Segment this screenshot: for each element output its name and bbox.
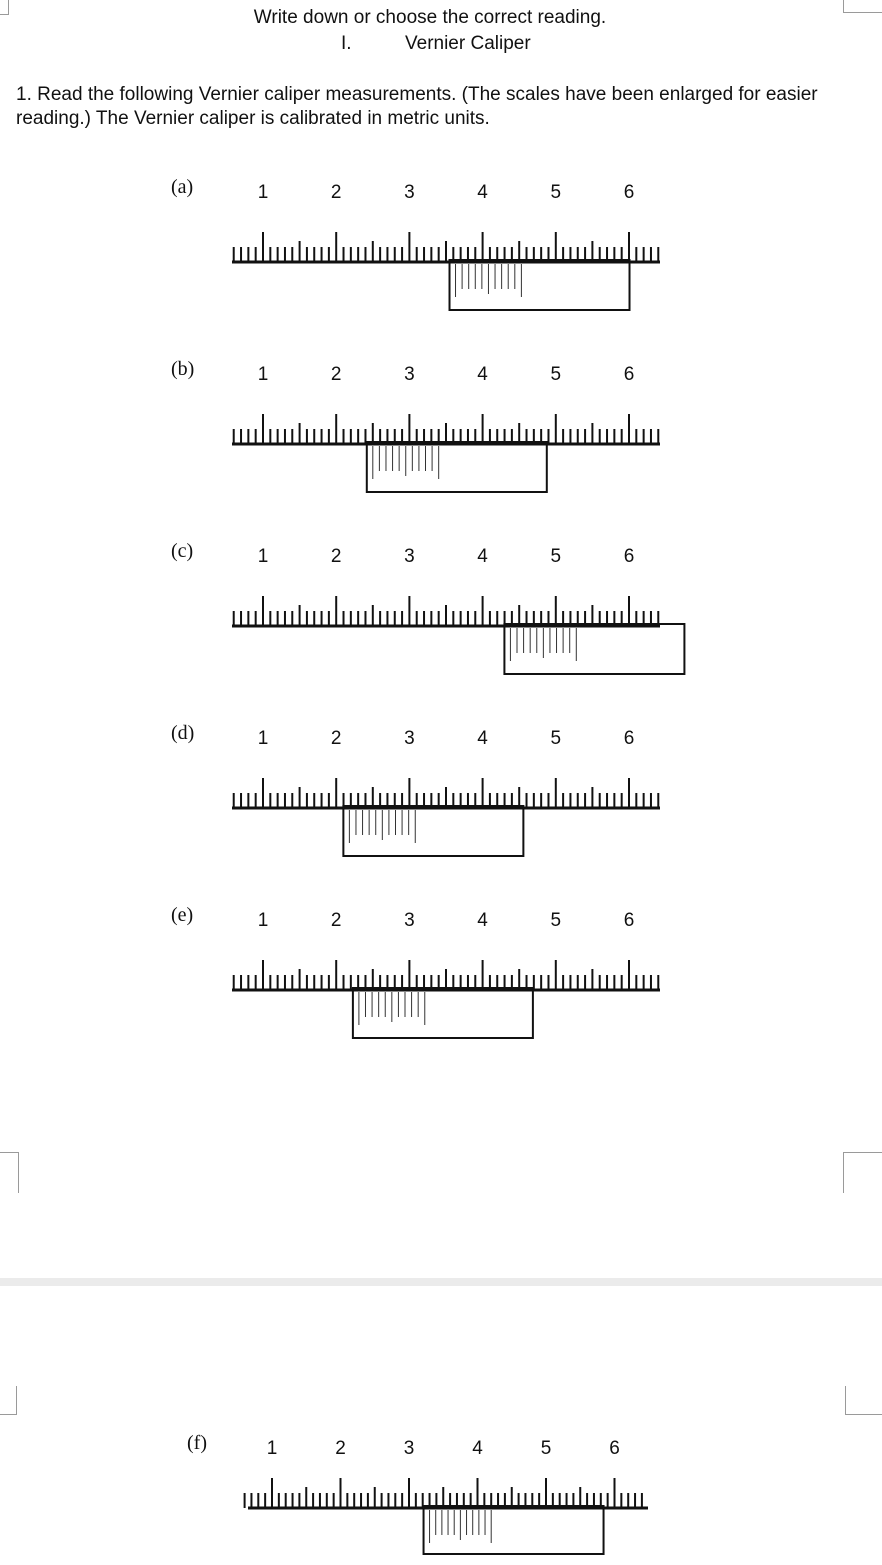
question-text: 1. Read the following Vernier caliper measurements. (The scales have been enlarged for easier reading.) The Vernier caliper is calibrated in metric units. xyxy=(16,84,818,129)
page-corner-mark xyxy=(843,1152,882,1193)
main-scale-label: 1 xyxy=(257,910,269,931)
vernier-part xyxy=(0,1432,882,1565)
main-scale-label: 2 xyxy=(330,546,342,567)
main-scale-label: 4 xyxy=(472,1438,483,1459)
main-scale-label: 5 xyxy=(550,910,562,931)
main-scale-label: 1 xyxy=(257,728,269,749)
vernier-plate xyxy=(424,1506,604,1554)
vernier-part xyxy=(0,904,882,1054)
main-scale-label: 4 xyxy=(477,364,488,385)
main-scale-label: 2 xyxy=(330,182,342,203)
section-heading xyxy=(341,33,531,55)
part-label: (c) xyxy=(171,540,194,562)
page-2 xyxy=(0,1286,882,1565)
vernier-plate xyxy=(353,988,533,1038)
main-scale-label: 1 xyxy=(257,364,269,385)
vernier-plate xyxy=(450,260,630,310)
main-scale-label: 5 xyxy=(550,364,562,385)
page-corner-mark xyxy=(0,1152,19,1193)
main-scale-label: 1 xyxy=(266,1438,278,1459)
main-scale-label: 4 xyxy=(477,728,488,749)
main-scale-label: 3 xyxy=(403,1438,415,1459)
main-scale-label: 6 xyxy=(623,364,635,385)
section-title: Vernier Caliper xyxy=(405,33,531,54)
main-scale-label: 6 xyxy=(623,910,635,931)
main-scale-label: 4 xyxy=(477,910,488,931)
section-number: I. xyxy=(341,33,352,54)
page-corner-mark xyxy=(0,1386,17,1415)
main-scale-label: 3 xyxy=(404,910,415,931)
vernier-plate xyxy=(343,806,523,856)
main-scale-label: 3 xyxy=(404,728,415,749)
vernier-part xyxy=(0,358,882,508)
vernier-caliper-diagram xyxy=(0,540,882,690)
main-scale-label: 6 xyxy=(623,728,635,749)
vernier-plate xyxy=(367,442,547,492)
vernier-part xyxy=(0,722,882,872)
main-scale-label: 3 xyxy=(404,546,415,567)
vernier-part xyxy=(0,540,882,690)
main-scale-label: 5 xyxy=(540,1438,552,1459)
main-scale-label: 3 xyxy=(404,182,415,203)
main-scale-label: 1 xyxy=(257,546,269,567)
main-scale-label: 5 xyxy=(550,728,562,749)
part-label: (d) xyxy=(171,722,195,744)
part-label: (e) xyxy=(171,904,194,926)
main-scale-label: 6 xyxy=(623,546,635,567)
vernier-caliper-diagram xyxy=(0,722,882,872)
part-label: (f) xyxy=(187,1432,207,1454)
vernier-caliper-diagram xyxy=(0,904,882,1054)
main-scale-label: 4 xyxy=(477,182,488,203)
main-scale-label: 6 xyxy=(623,182,635,203)
main-scale-label: 3 xyxy=(404,364,415,385)
page-corner-mark xyxy=(845,1386,882,1415)
vernier-part xyxy=(0,176,882,326)
main-scale-label: 2 xyxy=(335,1438,346,1459)
part-label: (a) xyxy=(171,176,194,198)
vernier-plate xyxy=(504,624,684,674)
main-scale-label: 5 xyxy=(550,546,562,567)
main-scale-label: 1 xyxy=(257,182,269,203)
main-scale-label: 2 xyxy=(330,728,342,749)
vernier-caliper-diagram xyxy=(0,176,882,326)
main-scale-label: 6 xyxy=(609,1438,620,1459)
main-scale-label: 2 xyxy=(330,364,342,385)
instruction-text: Write down or choose the correct reading. xyxy=(253,7,607,28)
main-scale-label: 5 xyxy=(550,182,562,203)
vernier-caliper-diagram xyxy=(0,358,882,508)
part-label: (b) xyxy=(171,358,195,380)
page-gap xyxy=(0,1278,882,1286)
main-scale-label: 2 xyxy=(330,910,342,931)
vernier-caliper-diagram xyxy=(0,1432,882,1565)
main-scale-label: 4 xyxy=(477,546,488,567)
